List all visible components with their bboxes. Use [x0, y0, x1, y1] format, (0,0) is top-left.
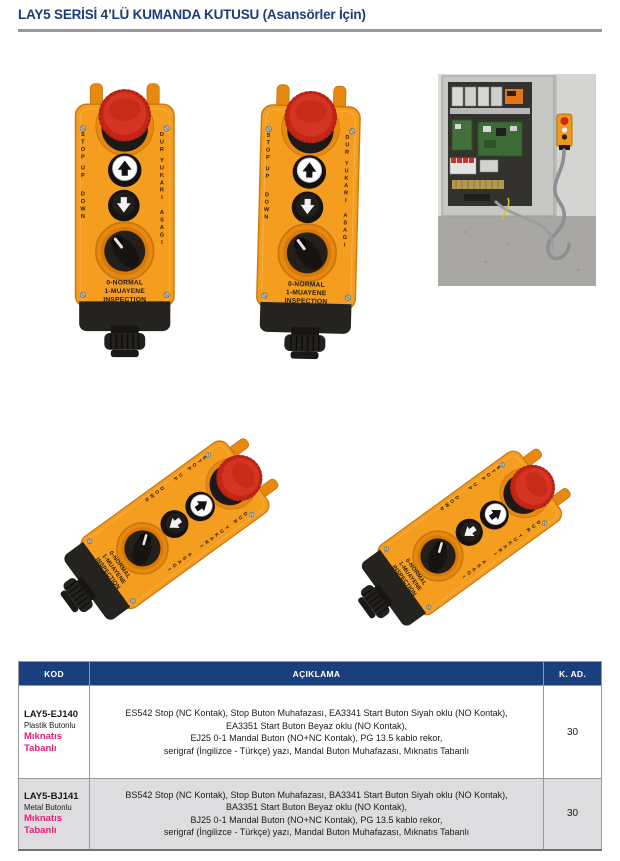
col-header-kod: KOD [19, 662, 90, 686]
table-header-row [19, 662, 602, 686]
product-image-angled-metal [328, 421, 593, 659]
description-cell [90, 686, 544, 779]
description-cell [90, 779, 544, 850]
qty-cell: 30 [544, 779, 602, 850]
description-line: EJ25 0-1 Mandal Buton (NO+NC Kontak), PG 13.5 kablo rekor, [190, 733, 443, 743]
product-image-front-2 [235, 80, 382, 363]
product-feature-line2: Tabanlı [24, 743, 57, 754]
table-row [19, 686, 602, 779]
product-feature-line2: Tabanlı [24, 824, 57, 836]
page-title: LAY5 SERİSİ 4’LÜ KUMANDA KUTUSU (Asansörler İçin) [18, 7, 366, 22]
description-line: ES542 Stop (NC Kontak), Stop Buton Muhafazası, EA3341 Start Buton Siyah oklu (NO Kontak), [125, 708, 508, 718]
table-row [19, 779, 602, 850]
product-type: Metal Butonlu [24, 802, 72, 812]
control-cabinet [442, 74, 596, 216]
description-line: BA3351 Start Buton Beyaz oklu (NO Kontak), [225, 802, 408, 813]
code-cell [19, 686, 90, 779]
col-header-aciklama: AÇIKLAMA [90, 662, 544, 686]
application-photo [438, 74, 596, 286]
product-table [18, 661, 602, 851]
product-feature-line1: Mıknatıs [24, 731, 63, 742]
code-cell [19, 779, 90, 850]
product-image-angled-plastic [29, 410, 300, 654]
col-header-kad: K. AD. [544, 662, 602, 686]
product-code: LAY5-BJ141 [24, 790, 79, 802]
product-feature-line1: Mıknatıs [24, 812, 63, 824]
pendant-in-photo [557, 114, 572, 150]
description-line: serigraf (İngilizce - Türkçe) yazı, Mandal Buton Muhafazası, Mıknatıs Tabanlı [163, 745, 470, 756]
description-line: serigraf (İngilizce - Türkçe) yazı, Mandal Buton Muhafazası, Mıknatıs Tabanlı [163, 827, 470, 838]
description-line: BJ25 0-1 Mandal Buton (NO+NC Kontak), PG 13.5 kablo rekor, [190, 814, 443, 825]
product-type: Plastik Butonlu [24, 721, 76, 730]
description-line: BS542 Stop (NC Kontak), Stop Buton Muhafazası, BA3341 Start Buton Siyah oklu (NO Kontak), [125, 789, 508, 800]
product-image-front-1 [55, 80, 195, 359]
product-code: LAY5-EJ140 [24, 709, 79, 720]
photo-floor [438, 216, 596, 286]
description-line: EA3351 Start Buton Beyaz oklu (NO Kontak), [225, 720, 408, 731]
qty-cell: 30 [544, 686, 602, 779]
title-underline [18, 29, 602, 32]
